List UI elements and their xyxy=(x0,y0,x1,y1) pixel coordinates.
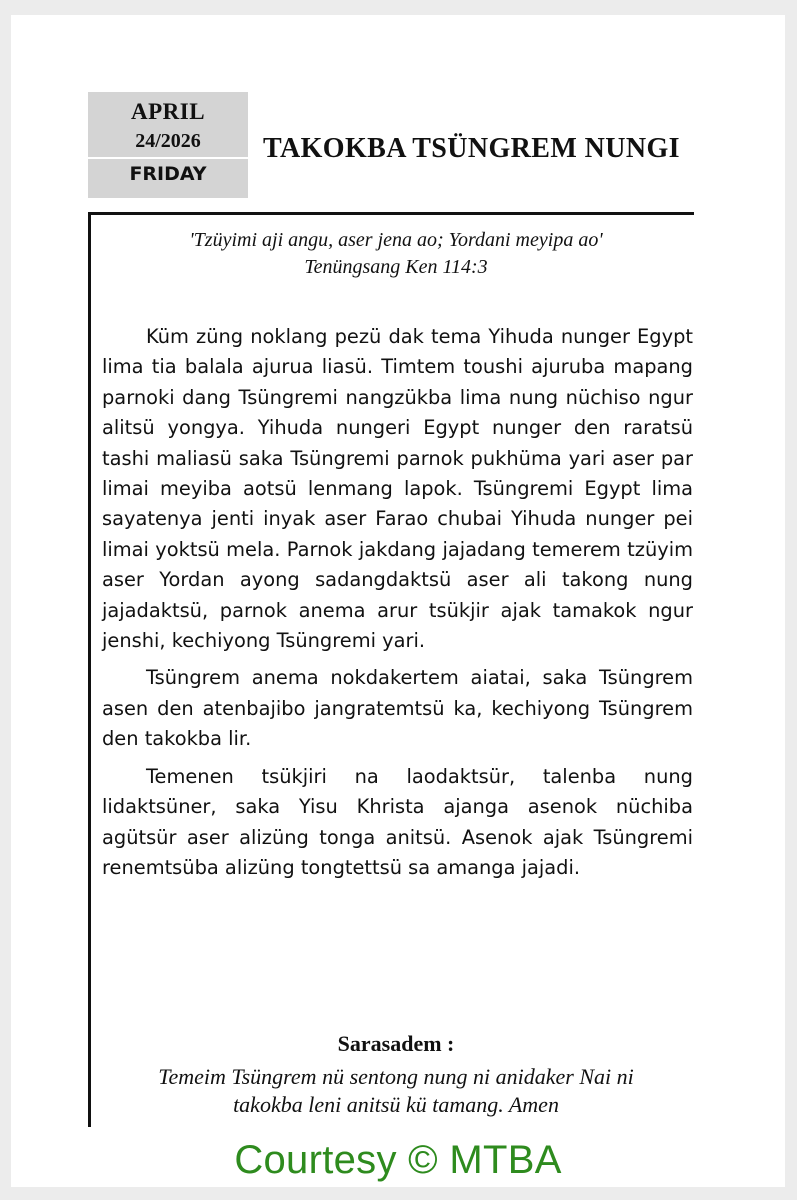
date-month: APRIL xyxy=(130,99,206,124)
date-divider xyxy=(88,157,248,159)
frame-top-rule xyxy=(88,212,694,215)
prayer-line-1: Temeim Tsüngrem nü sentong nung ni anidaker Nai ni xyxy=(158,1064,634,1089)
date-day: 24/2026 xyxy=(135,130,201,152)
date-weekday: FRIDAY xyxy=(129,163,207,185)
verse-quote: 'Tzüyimi aji angu, aser jena ao; Yordani meyipa ao' xyxy=(189,229,603,251)
body-paragraph: Tsüngrem anema nokdakertem aiatai, saka Tsüngrem asen den atenbajibo jangratemtsü ka, kechiyong Tsüngrem den takokba lir. xyxy=(102,666,693,751)
prayer-line-2: takokba leni anitsü kü tamang. Amen xyxy=(233,1092,559,1117)
prayer-text xyxy=(116,1063,676,1119)
devotional-body xyxy=(102,322,693,890)
frame-left-rule xyxy=(88,212,91,1127)
devotional-page xyxy=(11,15,785,1187)
body-paragraph: Temenen tsükjiri na laodaktsür, talenba nung lidaktsüner, saka Yisu Khrista ajanga asenok nüchiba agütsür aser alizüng tonga anitsü. Asenok ajak Tsüngremi renemtsüba alizüng tongtettsü sa amanga jajadi. xyxy=(102,764,693,879)
page-title: TAKOKBA TSÜNGREM NUNGI xyxy=(263,133,680,164)
body-paragraph: Küm züng noklang pezü dak tema Yihuda nunger Egypt lima tia balala ajurua liasü. Timtem toushi ajuruba mapang parnoki dang Tsüngremi nangzükba lima nung nüchiso ngur alitsü yongya. Yihuda nungeri Egypt nunger den raratsü tashi maliasü saka Tsüngremi parnok pukhüma yari aser par limai meyiba aotsü lenmang lapok. Tsüngremi Egypt lima sayatenya jenti inyak aser Farao chubai Yihuda nunger pei limai yoktsü mela. Parnok jakdang jajadang temerem tzüyim aser Yordan ayong sadangdaktsü aser ali takong nung jajadaktsü, parnok anema arur tsükjir ajak tamakok ngur jenshi, kechiyong Tsüngremi yari. xyxy=(102,325,693,653)
verse-reference: Tenüngsang Ken 114:3 xyxy=(304,256,488,278)
courtesy-credit: Courtesy © MTBA xyxy=(234,1138,562,1182)
prayer-label: Sarasadem : xyxy=(337,1031,455,1056)
date-box xyxy=(88,92,248,198)
